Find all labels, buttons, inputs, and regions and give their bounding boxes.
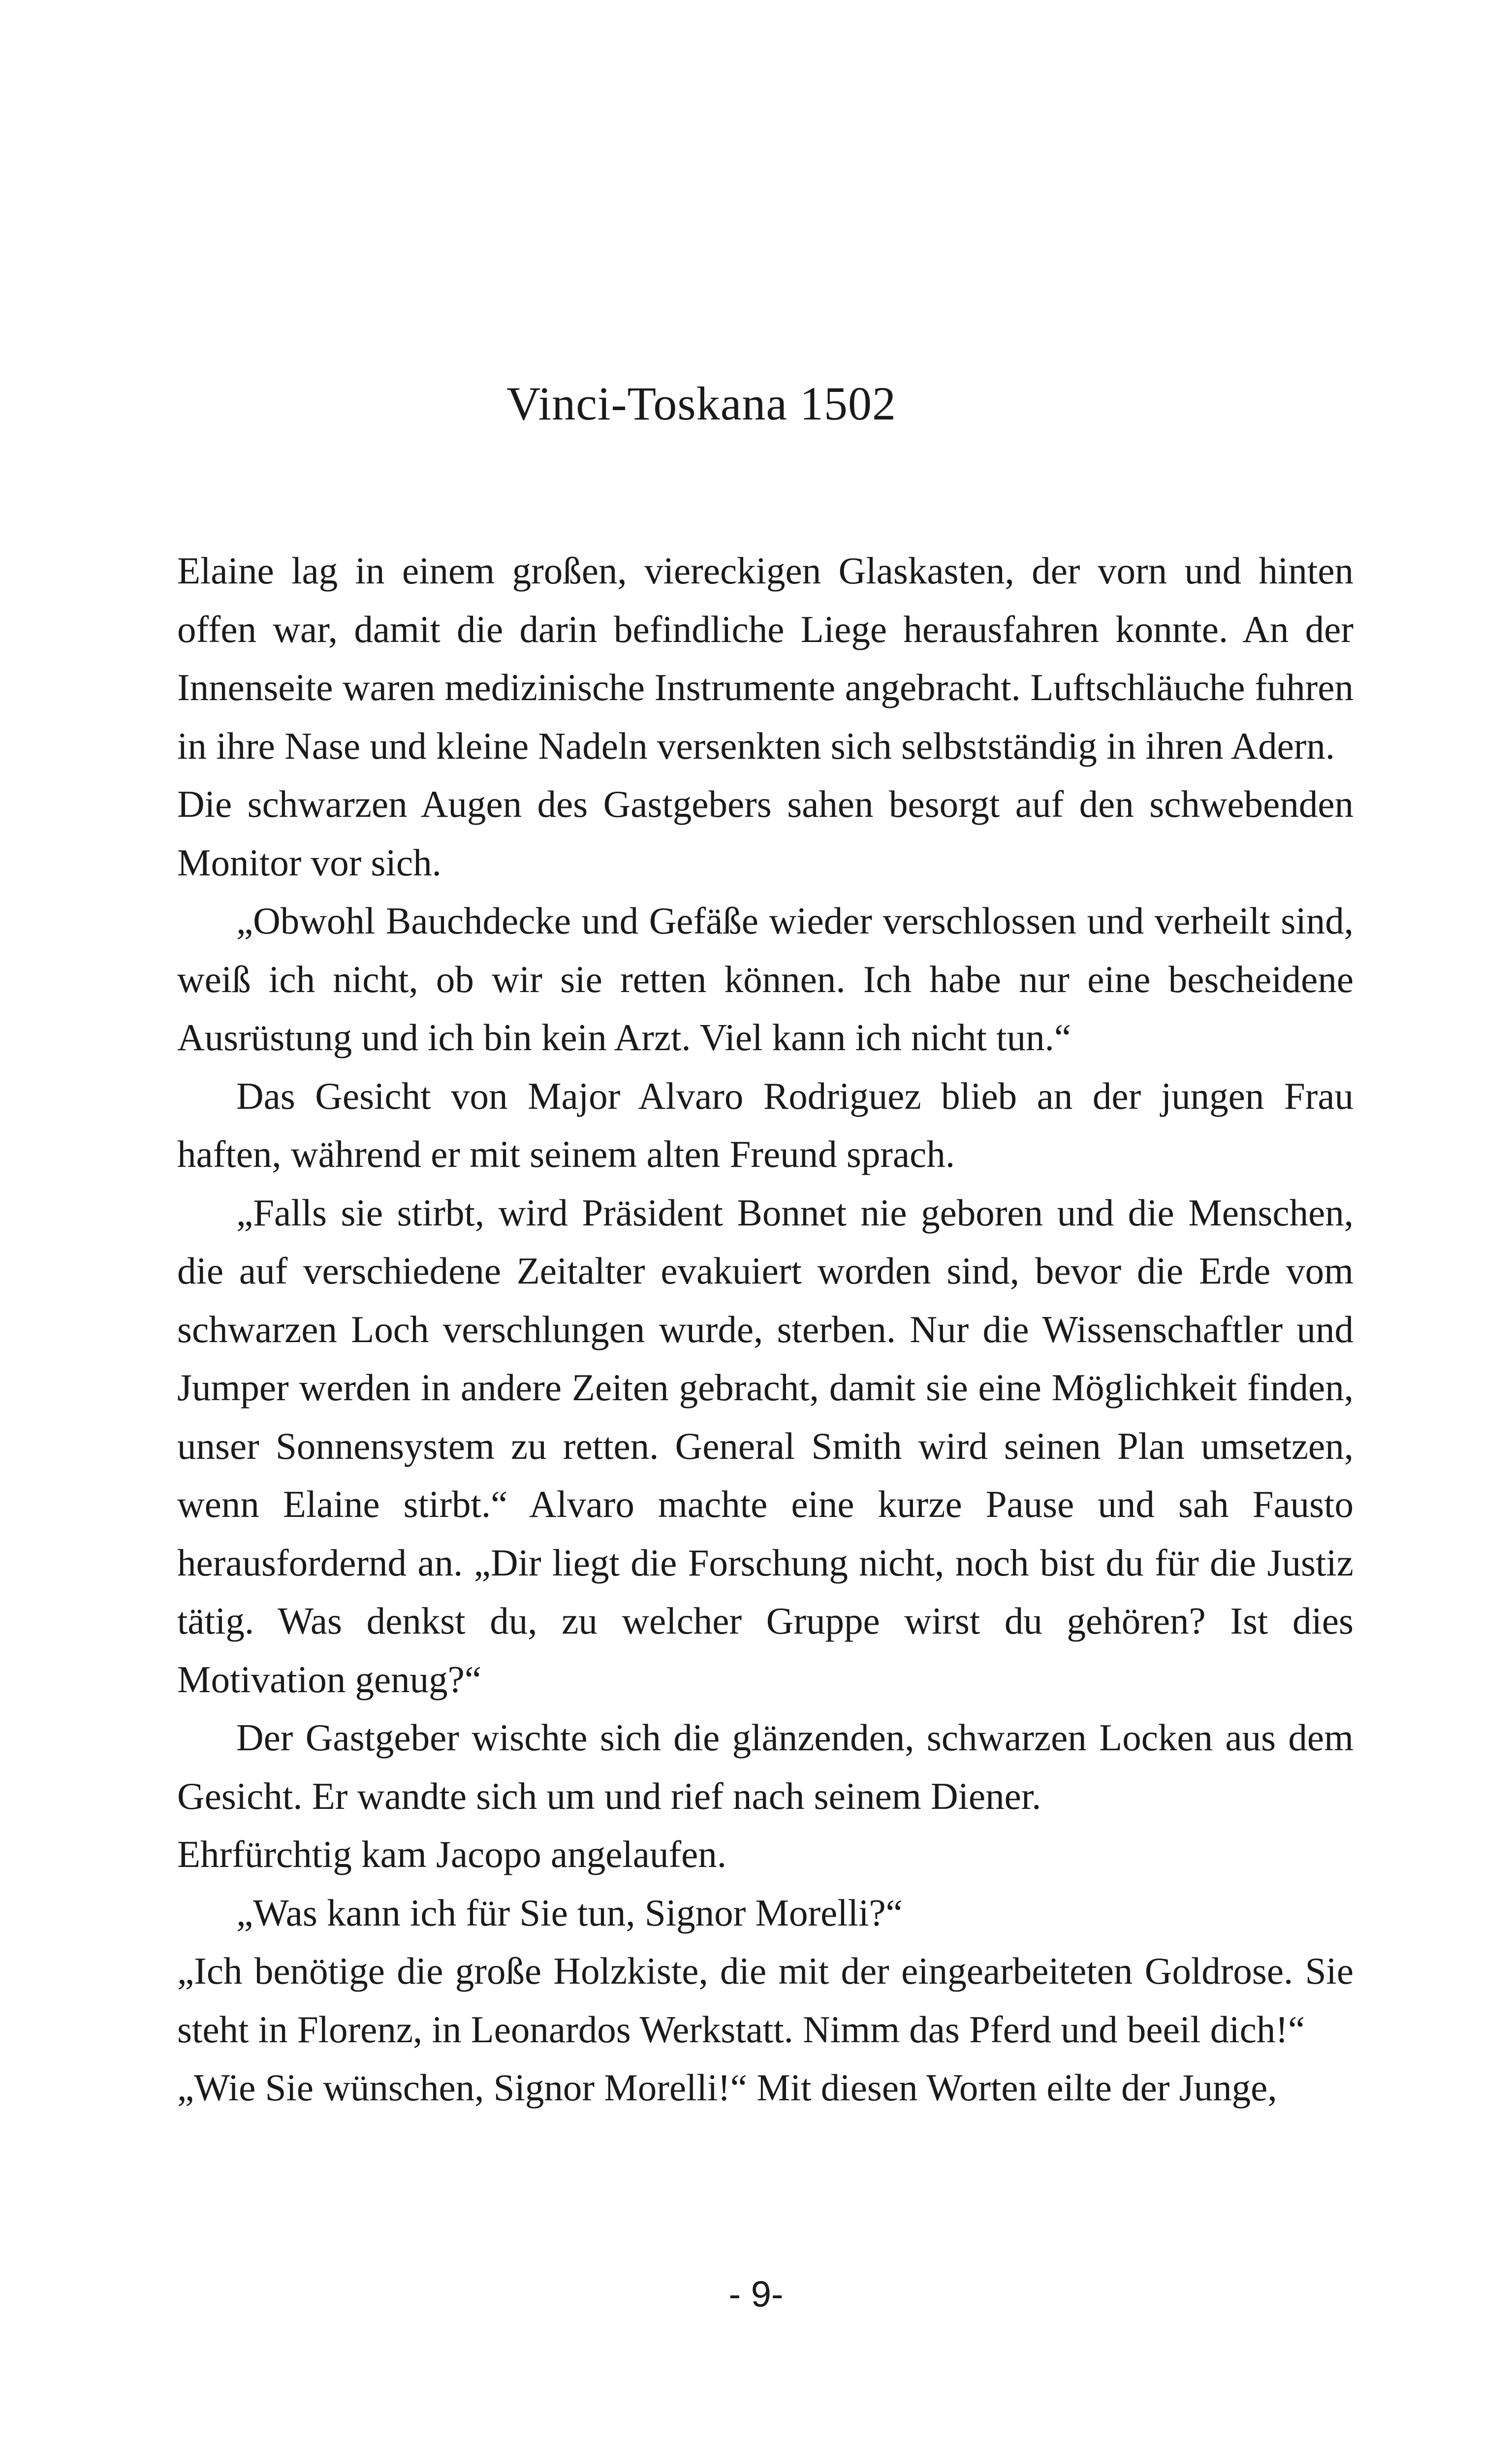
paragraph: „Ich benötige die große Holzkiste, die mit der eingearbeiteten Goldrose. Sie steht in Florenz, in Leonardos Werkstatt. Nimm das Pferd und beeil dich!“ [177, 1950, 1354, 2051]
paragraph: „Falls sie stirbt, wird Präsident Bonnet nie geboren und die Menschen, die auf verschiedene Zeitalter evakuiert worden sind, bevor die Erde vom schwarzen Loch verschlungen wurde, sterben. Nur die Wissenschaftler und Jumper werden in andere Zeiten gebracht, damit sie eine Möglichkeit finden, unser Sonnensystem zu retten. General Smith wird seinen Plan umsetzen, wenn Elaine stirbt.“ Alvaro machte eine kurze Pause und sah Fausto herausfordernd an. „Dir liegt die Forschung nicht, noch bist du für die Justiz tätig. Was denkst du, zu welcher Gruppe wirst du gehören? Ist dies Motivation genug?“ [177, 1191, 1354, 1701]
body-text [177, 542, 1354, 2117]
paragraph: Das Gesicht von Major Alvaro Rodriguez blieb an der jungen Frau haften, während er mit seinem alten Freund sprach. [177, 1074, 1354, 1175]
paragraph: Die schwarzen Augen des Gastgebers sahen besorgt auf den schwebenden Monitor vor sich. [177, 783, 1354, 884]
chapter-title: Vinci-Toskana 1502 [506, 377, 896, 430]
page-number: - 9- [728, 2274, 784, 2314]
paragraph: „Obwohl Bauchdecke und Gefäße wieder verschlossen und verheilt sind, weiß ich nicht, ob wir sie retten können. Ich habe nur eine bescheidene Ausrüstung und ich bin kein Arzt. Viel kann ich nicht tun.“ [177, 900, 1354, 1059]
paragraph: „Was kann ich für Sie tun, Signor Morelli?“ [236, 1891, 903, 1934]
paragraph-last-line: „Wie Sie wünschen, Signor Morelli!“ Mit diesen Worten eilte der Junge, [177, 2066, 1277, 2109]
paragraph: Ehrfürchtig kam Jacopo angelaufen. [177, 1833, 727, 1875]
paragraph: Elaine lag in einem großen, viereckigen Glaskasten, der vorn und hinten offen war, damit die darin befindliche Liege herausfahren konnte. An der Innenseite waren medizinische Instrumente angebracht. Luftschläuche fuhren in ihre Nase und kleine Nadeln versenkten sich selbstständig in ihren Adern. [177, 549, 1354, 767]
paragraph: Der Gastgeber wischte sich die glänzenden, schwarzen Locken aus dem Gesicht. Er wandte sich um und rief nach seinem Diener. [177, 1716, 1354, 1817]
